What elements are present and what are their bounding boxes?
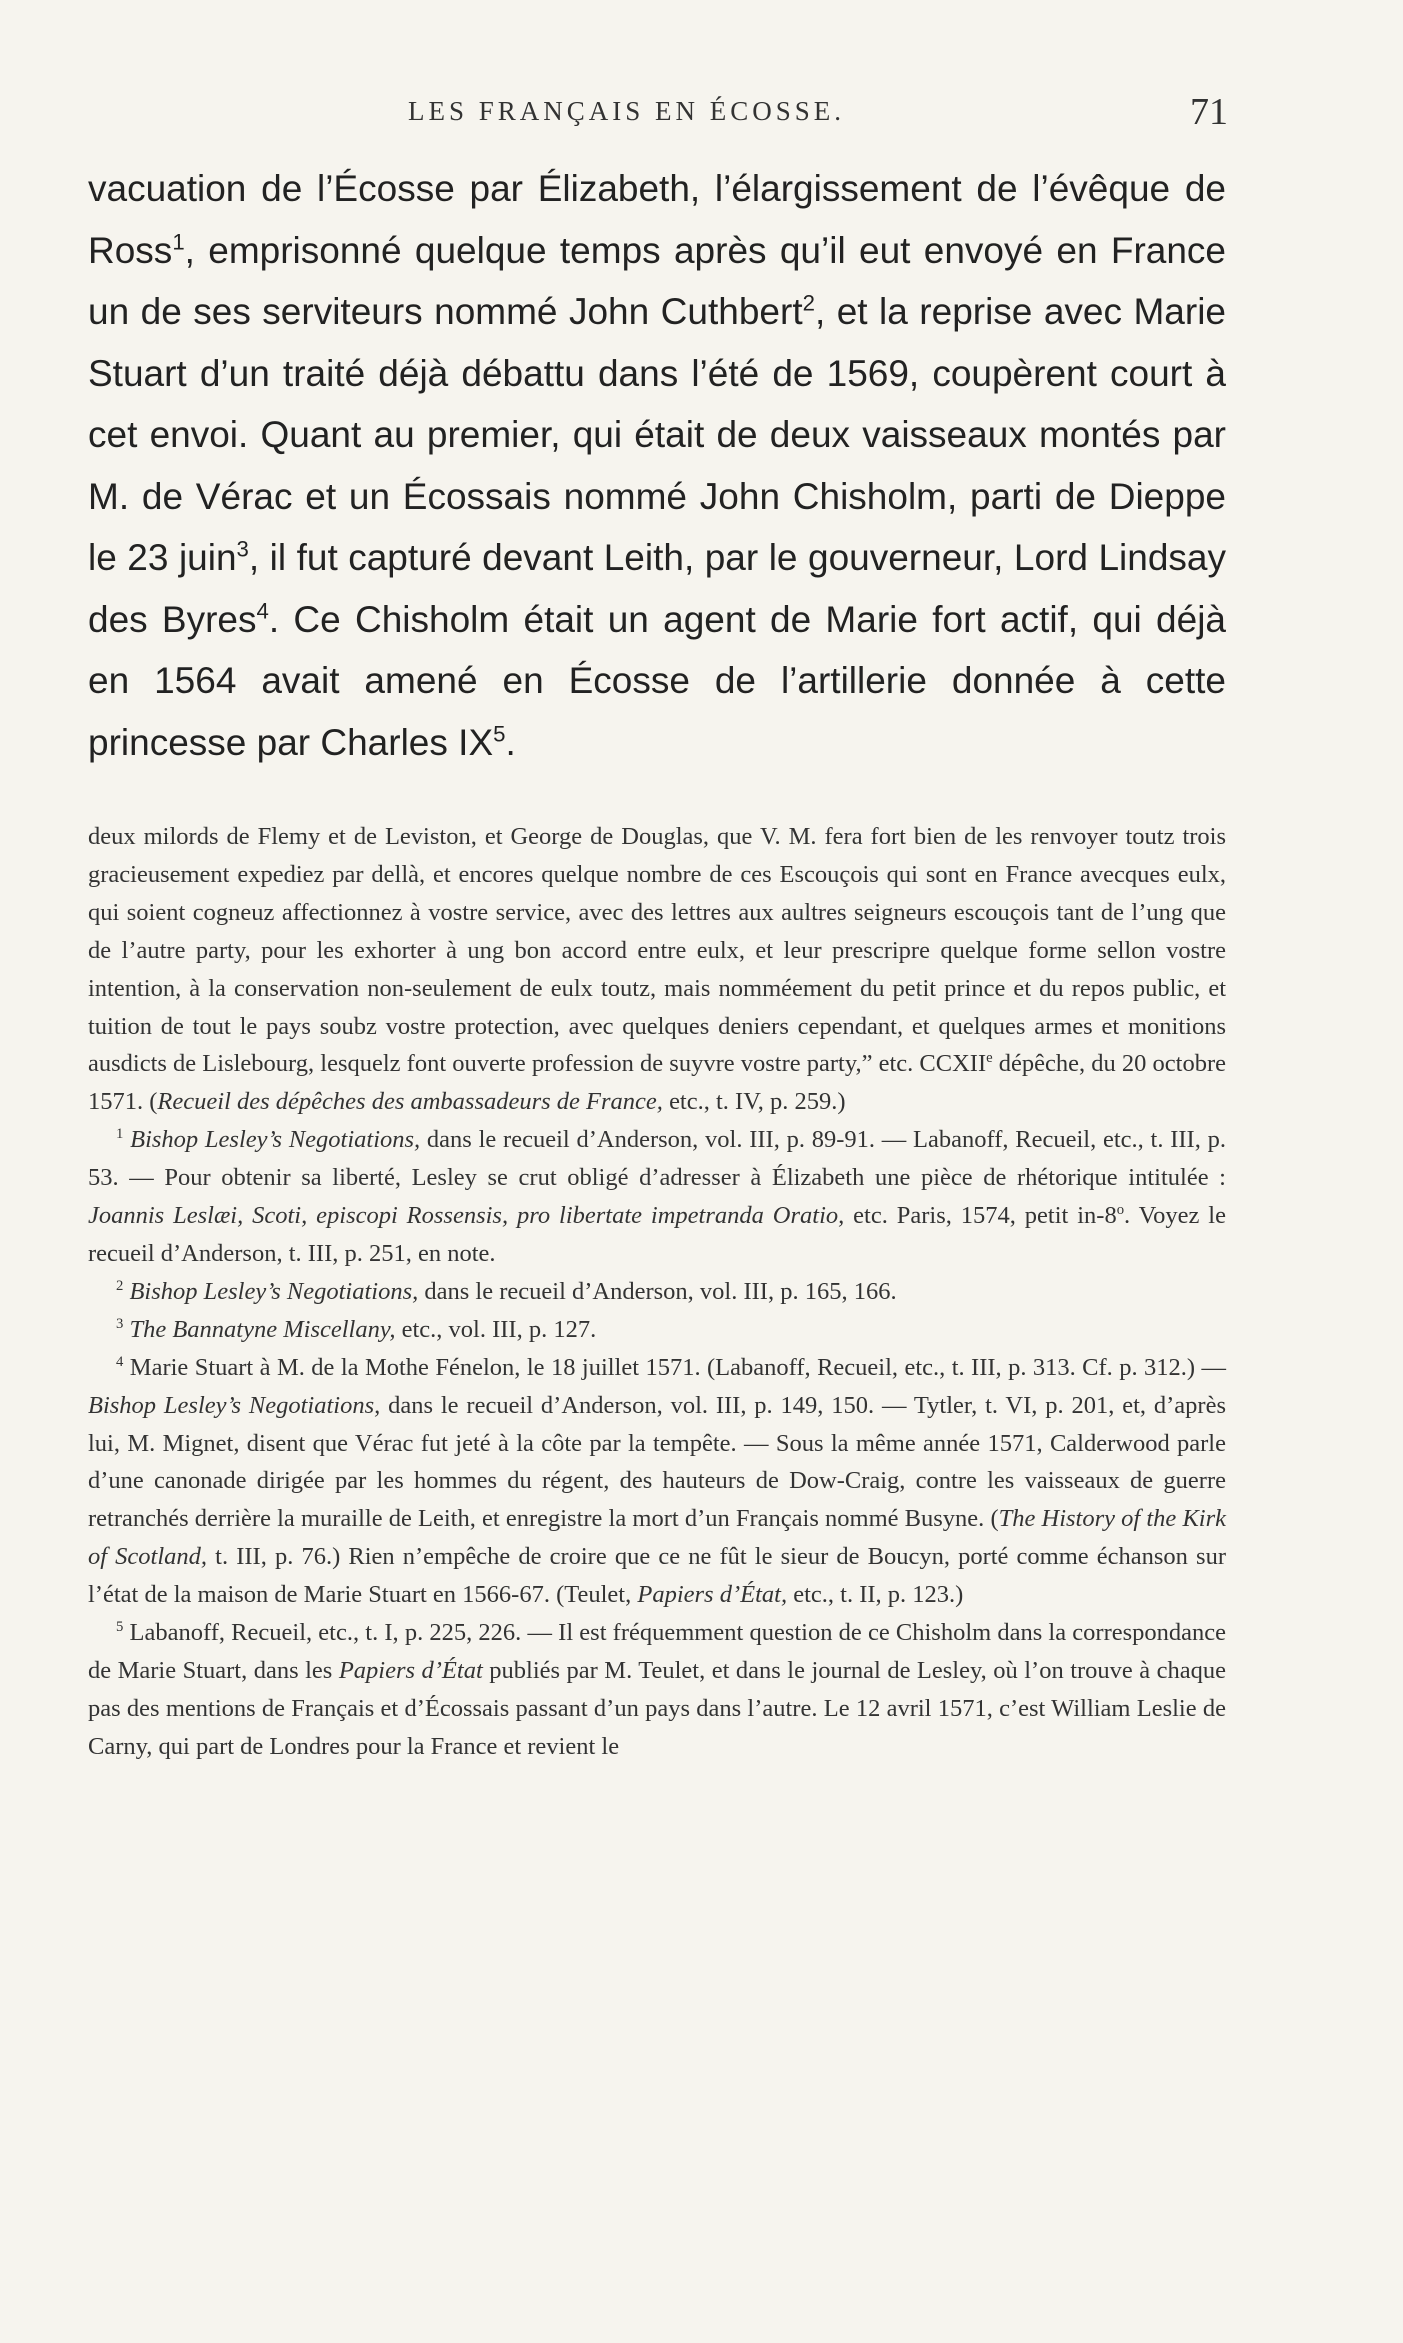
footnote-number: 1 bbox=[116, 1126, 124, 1143]
note-sup: e bbox=[986, 1050, 993, 1067]
note-text: deux milords de Flemy et de Leviston, et George de Douglas, que V. M. fera fort bien de les renvoyer toutz trois gracieusement expediez par dellà, et encores quelque nombre de ces Escouçois qui sont en France avecques eulx, qui soient cogneuz affectionnez à vostre service, avec des lettres aux aultres seigneurs escouçois tant de l’ung que de l’autre party, pour les exhorter à ung bon accord entre eulx, et leur prescripre quelque forme sellon vostre intention, à la conservation non-seulement de eulx toutz, mais nomméement du petit prince et du repos public, et tuition de tout le pays soubz vostre protection, avec quelques deniers cependant, et quelques armes et monitions ausdicts de Lislebourg, lesquelz font ouverte profession de suyvre vostre party,” etc. CCXII bbox=[88, 823, 1226, 1078]
footnote-ref-3[interactable]: 3 bbox=[236, 536, 249, 562]
page-header bbox=[88, 91, 1228, 144]
footnote-5 bbox=[88, 1614, 1226, 1766]
note-text: dans le recueil d’Anderson, vol. III, p. 165, 166. bbox=[418, 1277, 897, 1305]
note-title: The History of the Kirk of Scotland, bbox=[88, 1505, 1227, 1571]
note-sup: o bbox=[1116, 1201, 1125, 1218]
body-text-segment: . Ce Chisholm était un agent de Marie fort actif, qui déjà en 1564 avait amené en Écosse de l’artillerie donnée à cette princesse par Charles IX bbox=[88, 598, 1226, 763]
note-text: t. III, p. 76.) Rien n’empêche de croire que ce ne fût le sieur de Boucyn, porté comme échanson sur l’état de la maison de Marie Stuart en 1566-67. (Teulet, bbox=[88, 1543, 1226, 1609]
body-text-segment: , il fut capturé devant Leith, par le gouverneur, Lord Lindsay des Byres bbox=[88, 537, 1226, 640]
footnote-ref-1[interactable]: 1 bbox=[172, 229, 185, 255]
footnote-continuation bbox=[88, 818, 1226, 1121]
running-title: LES FRANÇAIS EN ÉCOSSE. bbox=[408, 96, 846, 126]
note-text: dans le recueil d’Anderson, vol. III, p. 149, 150. — Tytler, t. VI, p. 201, et, d’après lui, M. Mignet, disent que Vérac fut jeté à la côte par la tempête. — Sous la même année 1571, Calderwood parle d’une canonade dirigée par les hommes du régent, des hauteurs de Dow-Craig, contre les vaisseaux de guerre retranchés derrière la muraille de Leith, et enregistre la mort d’un Français nommé Busyne. ( bbox=[88, 1391, 1226, 1533]
footnote-3 bbox=[88, 1311, 1226, 1349]
body-text-segment: , et la reprise avec Marie Stuart d’un traité déjà débattu dans l’été de 1569, coupèrent court à cet envoi. Quant au premier, qui était de deux vaisseaux montés par M. de Vérac et un Écossais nommé John Chisholm, parti de Dieppe le 23 juin bbox=[88, 291, 1227, 578]
note-text: Labanoff, Recueil, etc., t. I, p. 225, 226. — Il est fréquemment question de ce Chisholm dans la correspondance de Marie Stuart, dans les bbox=[88, 1619, 1227, 1684]
footnote-2 bbox=[88, 1273, 1226, 1311]
footnote-number: 2 bbox=[116, 1277, 124, 1294]
note-text: etc. Paris, 1574, petit in-8 bbox=[844, 1202, 1117, 1230]
note-text: dépêche, du 20 octobre 1571. ( bbox=[88, 1050, 1227, 1116]
note-title: Bishop Lesley’s Negotiations, bbox=[129, 1277, 419, 1305]
note-title: Bishop Lesley’s Negotiations, bbox=[130, 1126, 421, 1154]
note-title: Recueil des dépêches des ambassadeurs de France, bbox=[157, 1088, 663, 1116]
footnote-4 bbox=[88, 1349, 1226, 1614]
body-text-segment: . bbox=[505, 721, 516, 763]
note-title: Joannis Leslæi, Scoti, episcopi Rossensis, pro libertate impetranda Oratio, bbox=[88, 1202, 845, 1230]
note-text: dans le recueil d’Anderson, vol. III, p. 89-91. — Labanoff, Recueil, etc., t. III, p. 53. — Pour obtenir sa liberté, Lesley se crut obligé d’adresser à Élizabeth une pièce de rhétorique intitulée : bbox=[88, 1126, 1226, 1192]
footnote-1 bbox=[88, 1121, 1226, 1273]
note-title: The Bannatyne Miscellany, bbox=[129, 1315, 396, 1343]
page-number: 71 bbox=[1190, 91, 1228, 133]
note-text: publiés par M. Teulet, et dans le journal de Lesley, où l’on trouve à chaque pas des mentions de Français et d’Écossais passant d’un pays dans l’autre. Le 12 avril 1571, c’est William Leslie de Carny, qui part de Londres pour la France et revient le bbox=[88, 1656, 1226, 1760]
footnote-ref-2[interactable]: 2 bbox=[802, 290, 815, 316]
footnote-number: 4 bbox=[116, 1353, 124, 1370]
footnote-ref-5[interactable]: 5 bbox=[493, 721, 506, 747]
footnote-ref-4[interactable]: 4 bbox=[256, 598, 269, 624]
note-text: etc., t. II, p. 123.) bbox=[787, 1581, 964, 1609]
body-text-segment: , emprisonné quelque temps après qu’il eut envoyé en France un de ses serviteurs nommé John Cuthbert bbox=[88, 229, 1226, 332]
note-title: Papiers d’État, bbox=[637, 1581, 788, 1609]
note-text: etc., vol. III, p. 127. bbox=[395, 1315, 597, 1343]
footnote-number: 5 bbox=[116, 1618, 124, 1635]
note-title: Papiers d’État bbox=[338, 1656, 483, 1684]
body-text-segment: vacuation de l’Écosse par Élizabeth, l’élargissement de l’évêque de Ross bbox=[88, 168, 1226, 271]
note-text: . Voyez le recueil d’Anderson, t. III, p. 251, en note. bbox=[88, 1202, 1226, 1267]
note-text: Marie Stuart à M. de la Mothe Fénelon, le 18 juillet 1571. (Labanoff, Recueil, etc., t. III, p. 313. Cf. p. 312.) — bbox=[129, 1353, 1227, 1381]
footnotes bbox=[88, 818, 1226, 1766]
note-text: etc., t. IV, p. 259.) bbox=[662, 1088, 846, 1116]
footnote-number: 3 bbox=[116, 1315, 124, 1332]
note-title: Bishop Lesley’s Negotiations, bbox=[88, 1391, 381, 1419]
main-paragraph bbox=[88, 158, 1226, 773]
